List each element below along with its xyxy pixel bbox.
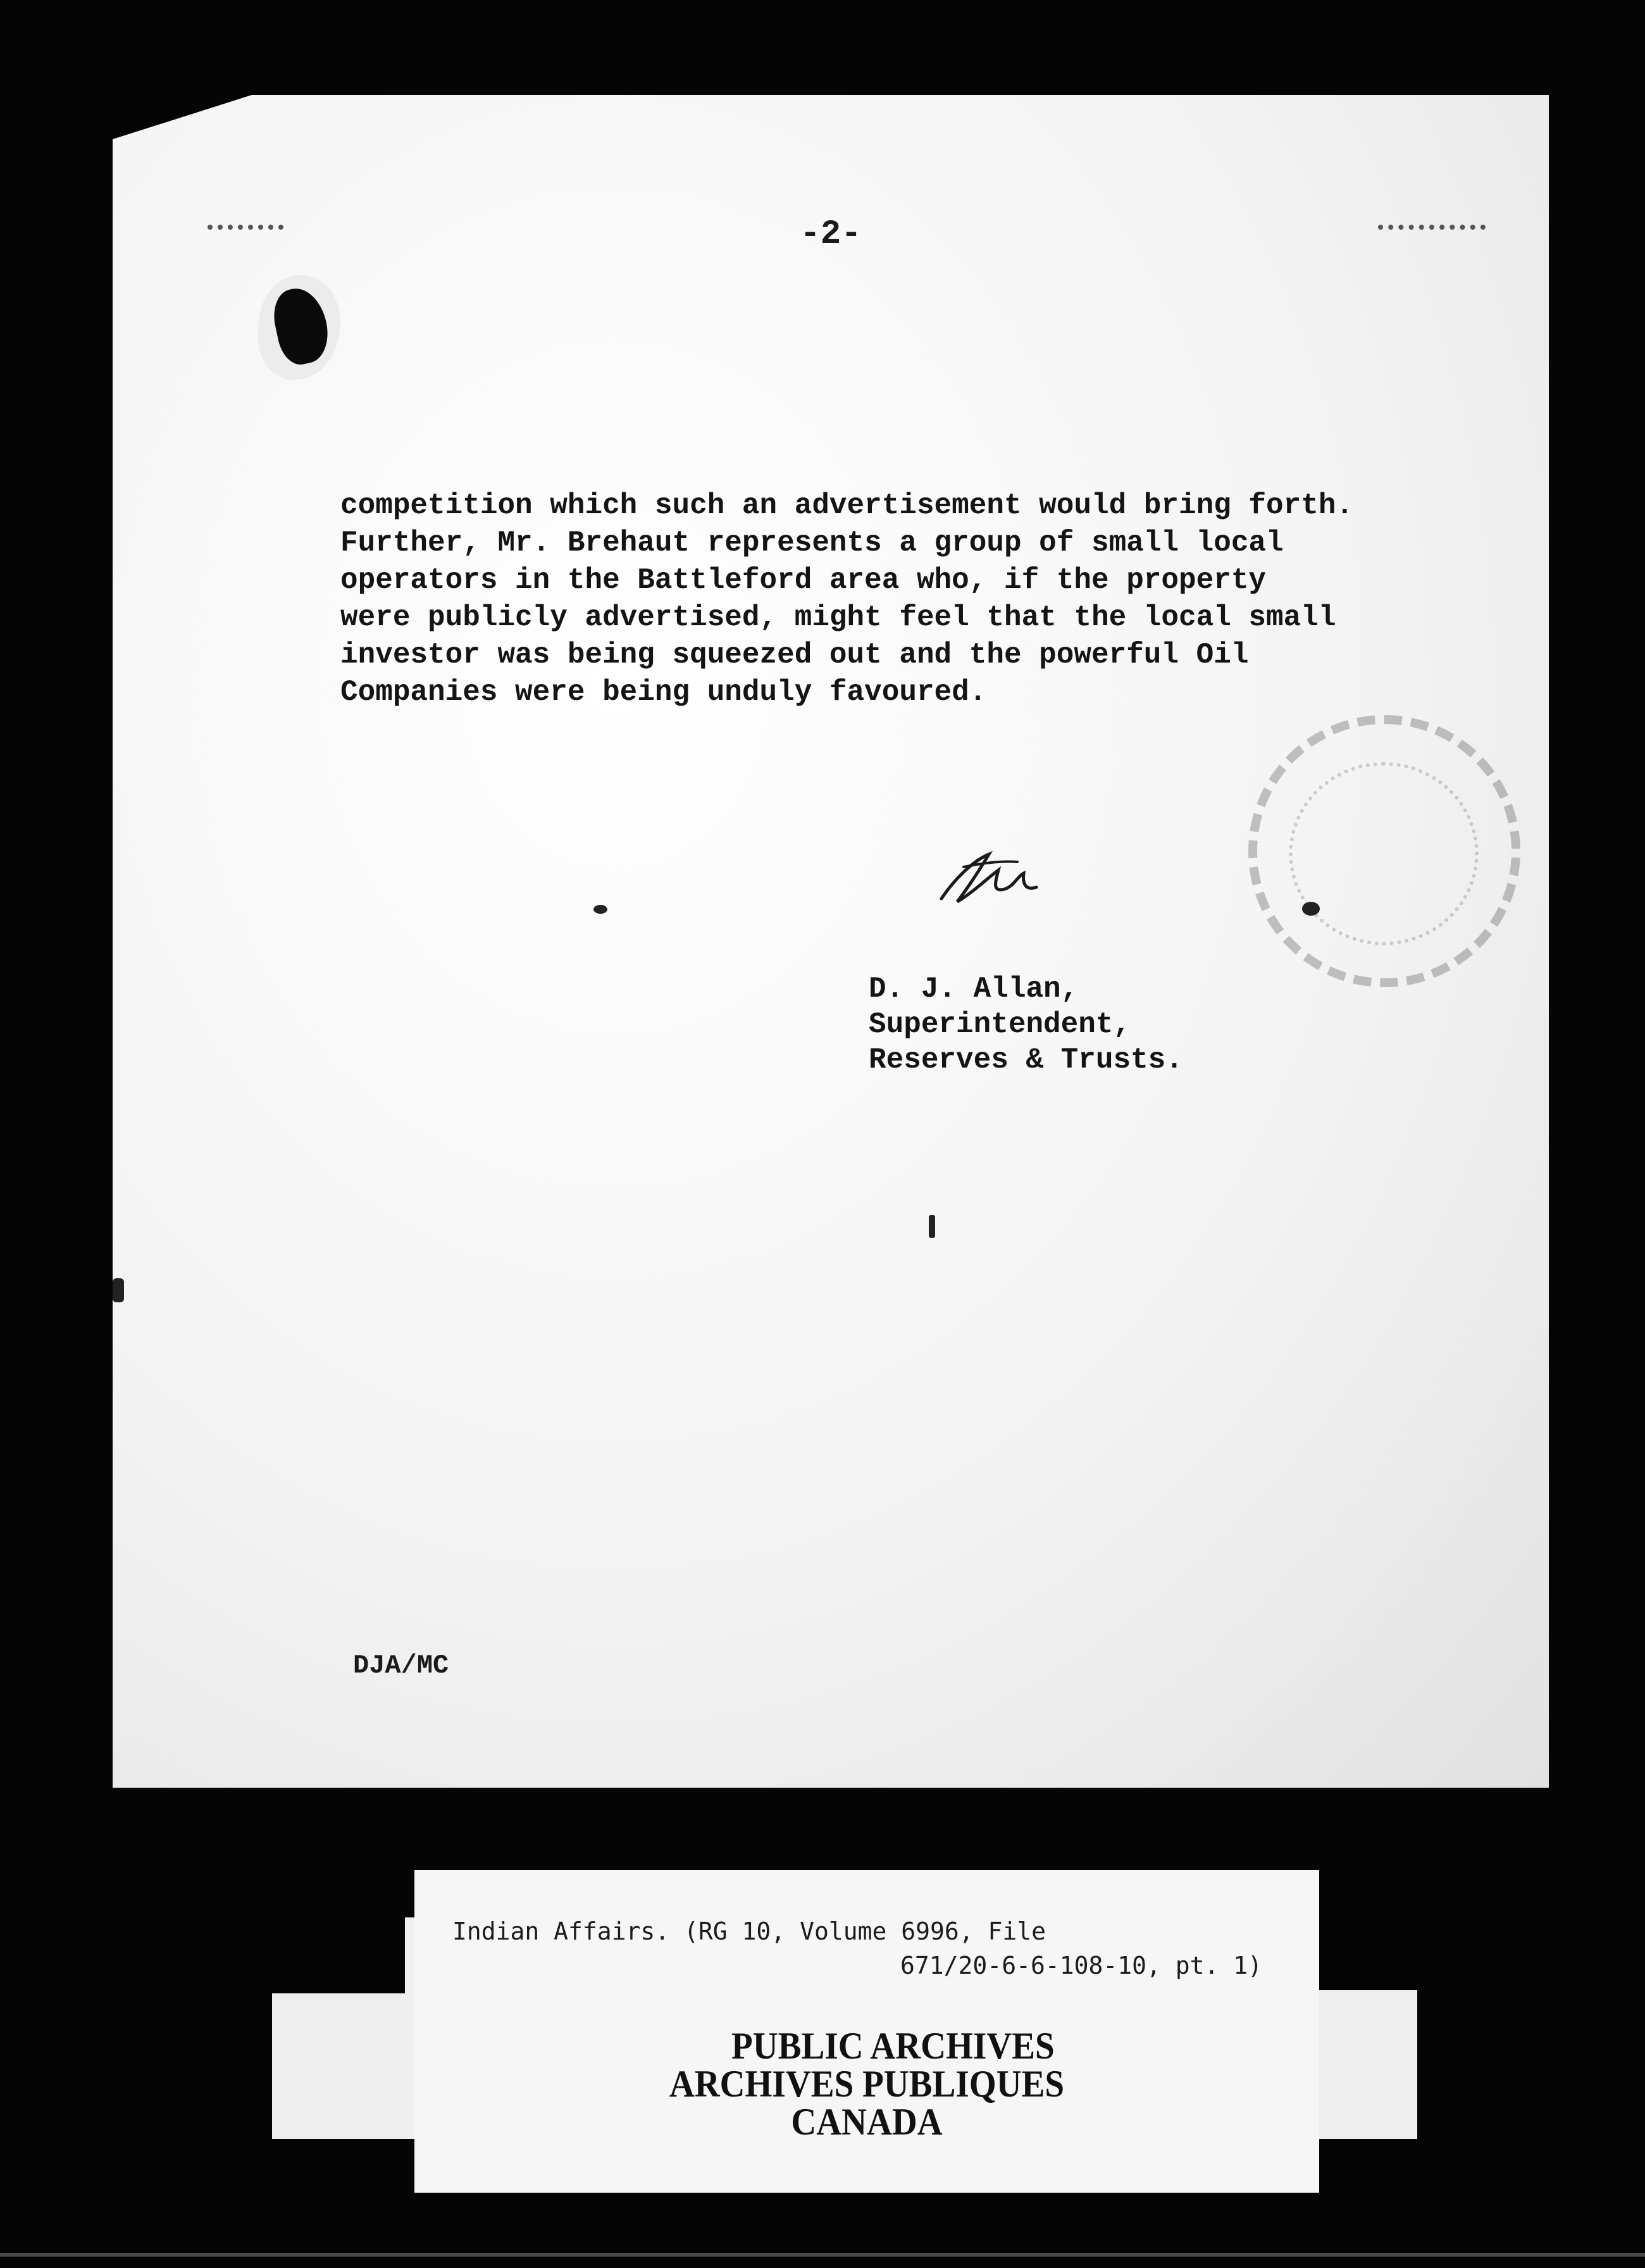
punched-hole (258, 275, 340, 380)
stamp-inner-ring (1289, 762, 1479, 945)
letter-body (340, 487, 1511, 711)
body-line: Companies were being unduly favoured. (340, 676, 987, 709)
archive-label-card (414, 1870, 1319, 2193)
page-number: -2- (800, 215, 862, 254)
ink-speck (593, 905, 607, 914)
archive-citation (452, 1914, 1300, 1983)
citation-line: 671/20-6-6-108-10, pt. 1) (900, 1952, 1262, 1979)
scanned-letter-page (113, 95, 1549, 1788)
film-frame-edge (0, 2253, 1645, 2257)
torn-corner (113, 95, 252, 139)
citation-line: Indian Affairs. (RG 10, Volume 6996, File (452, 1917, 1046, 1945)
label-notch (1319, 1917, 1417, 1990)
archive-name-french: ARCHIVES PUBLIQUES (669, 2063, 1065, 2105)
typist-reference: DJA/MC (353, 1650, 449, 1681)
archive-institution-name (450, 2027, 1283, 2141)
body-line: investor was being squeezed out and the powerful Oil (340, 639, 1249, 671)
received-records-stamp (1248, 715, 1520, 987)
signature-block (869, 971, 1183, 1078)
body-line: operators in the Battleford area who, if the property (340, 564, 1267, 597)
body-line: competition which such an advertisement would bring forth. (340, 489, 1354, 522)
handwritten-initials-signature (929, 842, 1055, 911)
signatory-department: Reserves & Trusts. (869, 1044, 1183, 1076)
ink-speck (929, 1215, 935, 1238)
body-line: Further, Mr. Brehaut represents a group of small local (340, 526, 1284, 559)
ink-speck (1302, 902, 1320, 916)
signatory-title: Superintendent, (869, 1008, 1131, 1041)
label-notch (272, 1917, 405, 1993)
signatory-name: D. J. Allan, (869, 973, 1079, 1006)
archive-country: CANADA (791, 2101, 943, 2143)
ink-speck (113, 1278, 124, 1302)
archive-name-english: PUBLIC ARCHIVES (731, 2025, 1055, 2067)
body-line: were publicly advertised, might feel that the local small (340, 601, 1336, 634)
